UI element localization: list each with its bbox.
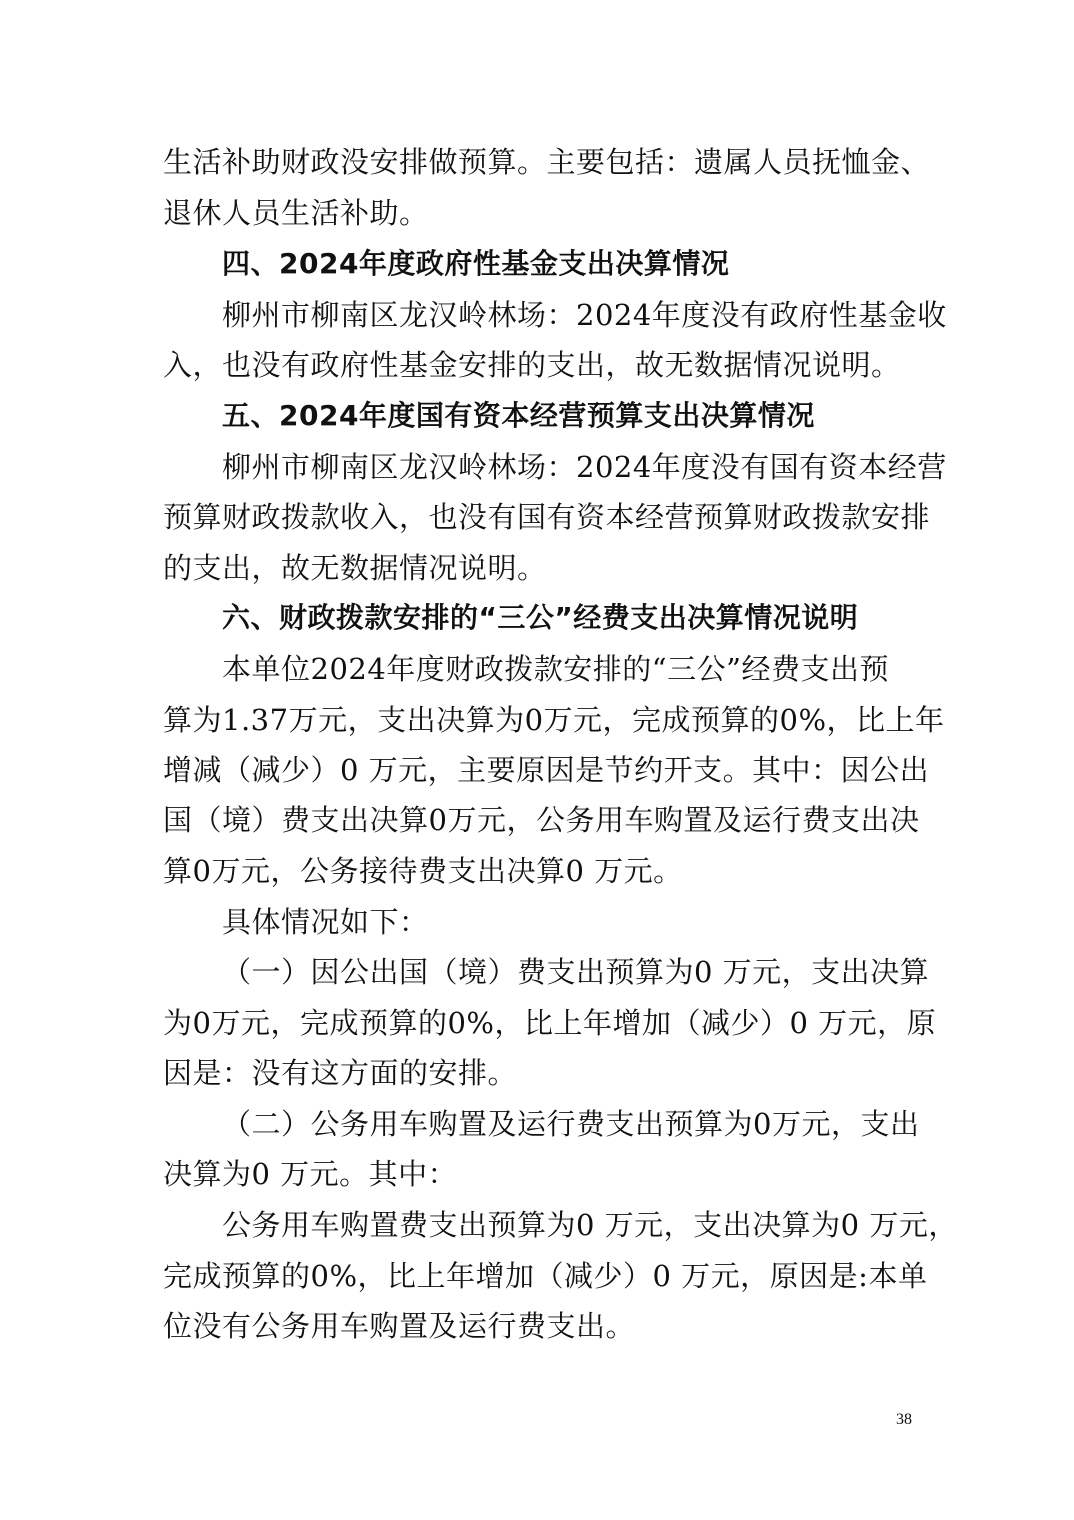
body-line: 柳州市柳南区龙汉岭林场：2024年度没有政府性基金收 — [222, 298, 947, 332]
body-line: 公务用车购置费支出预算为0 万元，支出决算为0 万元， — [222, 1208, 958, 1242]
section-heading: 四、2024年度政府性基金支出决算情况 — [222, 247, 730, 280]
body-line: 具体情况如下： — [222, 905, 429, 939]
body-line: 决算为0 万元。其中： — [163, 1157, 458, 1191]
body-line: （一）因公出国（境）费支出预算为0 万元，支出决算 — [222, 955, 930, 989]
body-line: 完成预算的0%，比上年增加（减少）0 万元，原因是:本单 — [163, 1259, 928, 1293]
section-heading: 五、2024年度国有资本经营预算支出决算情况 — [222, 399, 815, 432]
body-line: 为0万元，完成预算的0%，比上年增加（减少）0 万元，原 — [163, 1006, 937, 1040]
body-line: 算为1.37万元，支出决算为0万元，完成预算的0%，比上年 — [163, 703, 945, 737]
body-line: 入，也没有政府性基金安排的支出，故无数据情况说明。 — [163, 348, 901, 382]
body-line: （二）公务用车购置及运行费支出预算为0万元，支出 — [222, 1107, 920, 1141]
body-line: 本单位2024年度财政拨款安排的“三公”经费支出预 — [222, 652, 889, 686]
body-line: 算0万元，公务接待费支出决算0 万元。 — [163, 854, 683, 888]
body-line: 国（境）费支出决算0万元，公务用车购置及运行费支出决 — [163, 803, 920, 837]
body-line: 增减（减少）0 万元，主要原因是节约开支。其中：因公出 — [163, 753, 930, 787]
page-number: 38 — [896, 1411, 912, 1428]
section-heading: 六、财政拨款安排的“三公”经费支出决算情况说明 — [222, 601, 859, 634]
body-line: 预算财政拨款收入，也没有国有资本经营预算财政拨款安排 — [163, 500, 931, 534]
body-line: 柳州市柳南区龙汉岭林场：2024年度没有国有资本经营 — [222, 450, 947, 484]
body-line: 因是：没有这方面的安排。 — [163, 1056, 518, 1090]
body-line: 的支出，故无数据情况说明。 — [163, 551, 547, 585]
body-line: 退休人员生活补助。 — [163, 196, 429, 230]
body-line: 生活补助财政没安排做预算。主要包括：遗属人员抚恤金、 — [163, 145, 931, 179]
body-line: 位没有公务用车购置及运行费支出。 — [163, 1309, 636, 1343]
